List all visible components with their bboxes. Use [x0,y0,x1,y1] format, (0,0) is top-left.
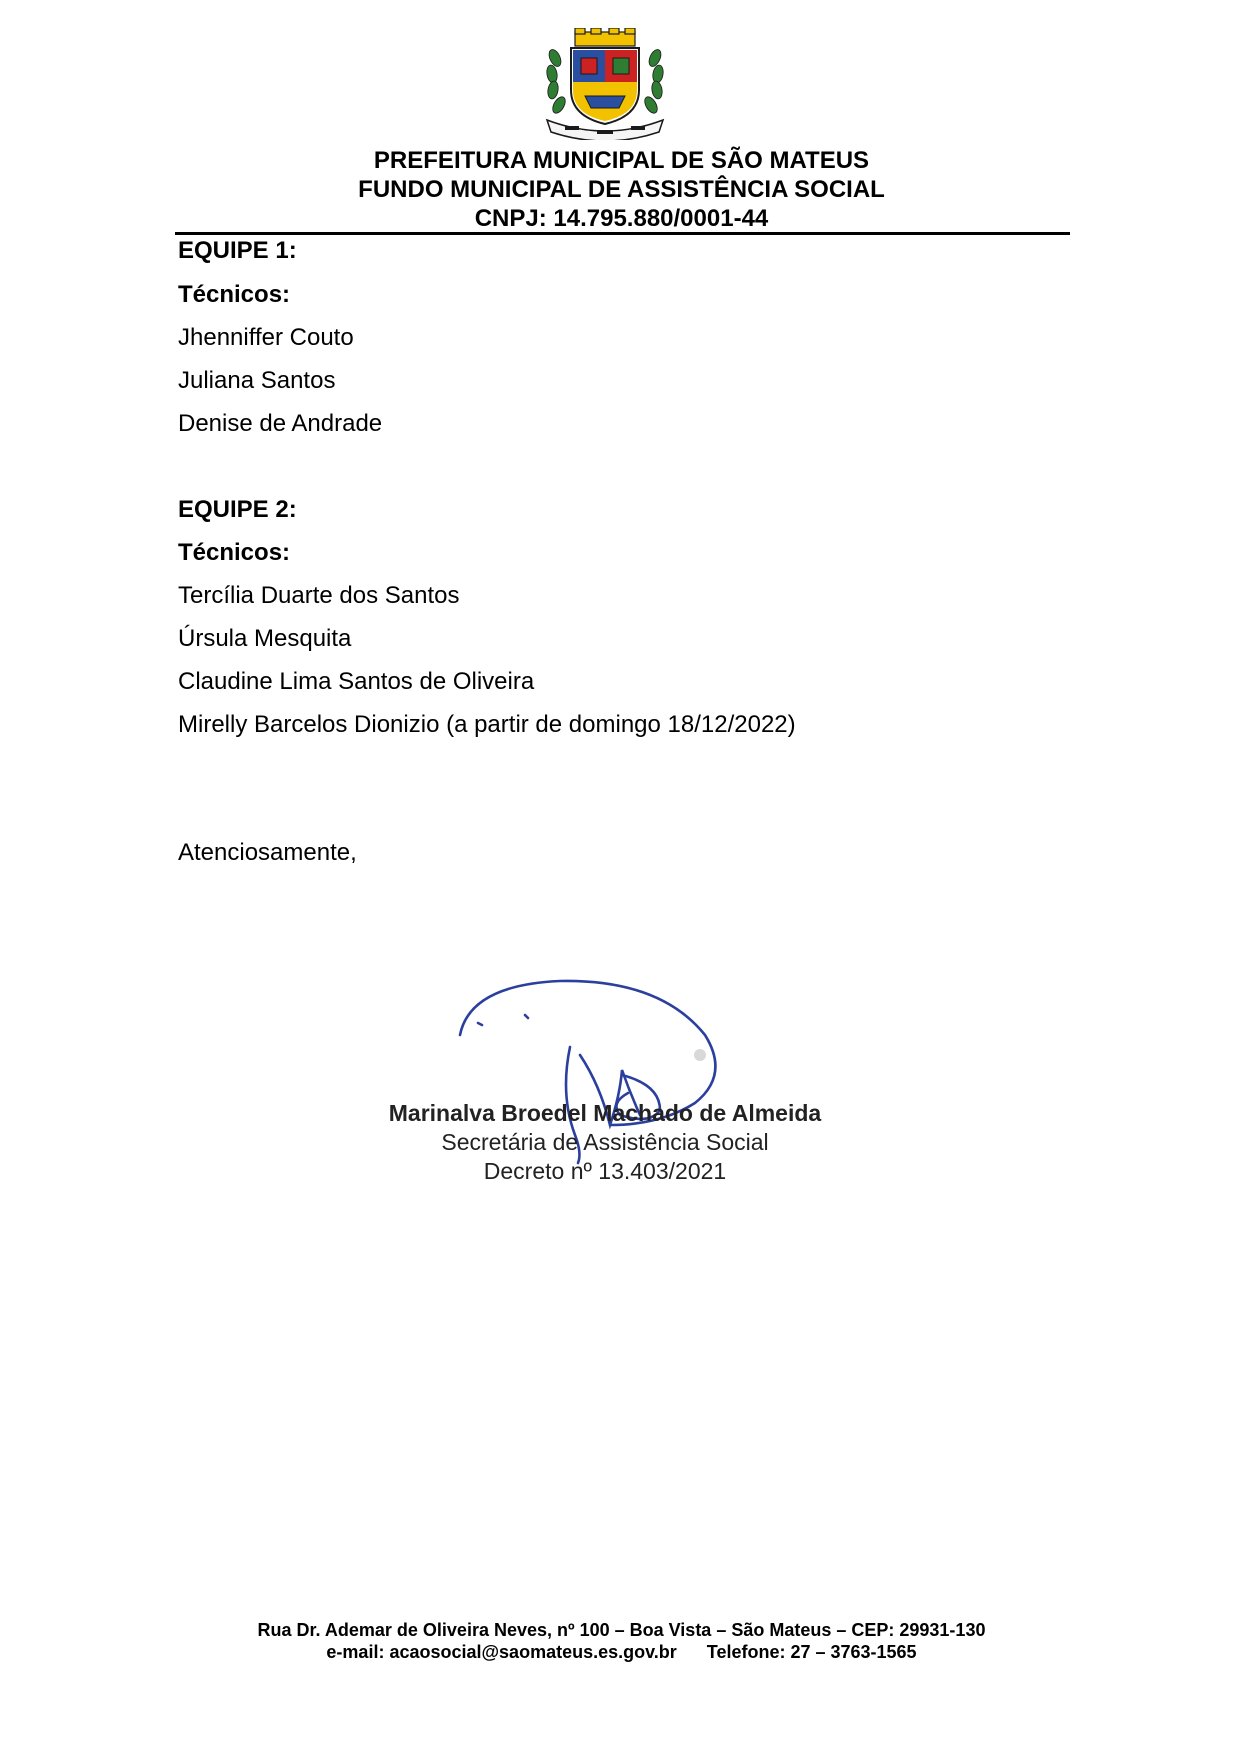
team1-member: Juliana Santos [178,367,336,394]
document-header [175,146,1068,233]
municipal-crest-logo [541,28,669,140]
header-divider [175,232,1070,235]
closing-text: Atenciosamente, [178,839,357,866]
footer-address: Rua Dr. Ademar de Oliveira Neves, nº 100 – Boa Vista – São Mateus – CEP: 29931-130 [257,1620,986,1640]
header-title: PREFEITURA MUNICIPAL DE SÃO MATEUS [373,147,870,174]
footer-email: e-mail: acaosocial@saomateus.es.gov.br [326,1642,677,1662]
team2-subtitle: Técnicos: [178,539,291,566]
signatory-name: Marinalva Broedel Machado de Almeida [388,1100,822,1126]
team2-member: Tercília Duarte dos Santos [178,582,460,609]
signatory-role: Secretária de Assistência Social [441,1129,769,1155]
signature-block [360,975,850,1200]
team1-title: EQUIPE 1: [178,237,297,264]
team1-member: Jhenniffer Couto [178,324,354,351]
footer-contact [175,1641,1068,1663]
team1-member: Denise de Andrade [178,410,383,437]
team1-subtitle: Técnicos: [178,281,291,308]
team2-member: Mirelly Barcelos Dionizio (a partir de domingo 18/12/2022) [178,711,796,738]
signatory-decree: Decreto nº 13.403/2021 [483,1158,727,1184]
footer-phone: Telefone: 27 – 3763-1565 [706,1642,917,1662]
team2-member: Úrsula Mesquita [178,625,352,652]
team2-title: EQUIPE 2: [178,496,297,523]
header-subtitle: FUNDO MUNICIPAL DE ASSISTÊNCIA SOCIAL [358,176,885,203]
team2-member: Claudine Lima Santos de Oliveira [178,668,535,695]
header-cnpj: CNPJ: 14.795.880/0001-44 [474,205,769,232]
